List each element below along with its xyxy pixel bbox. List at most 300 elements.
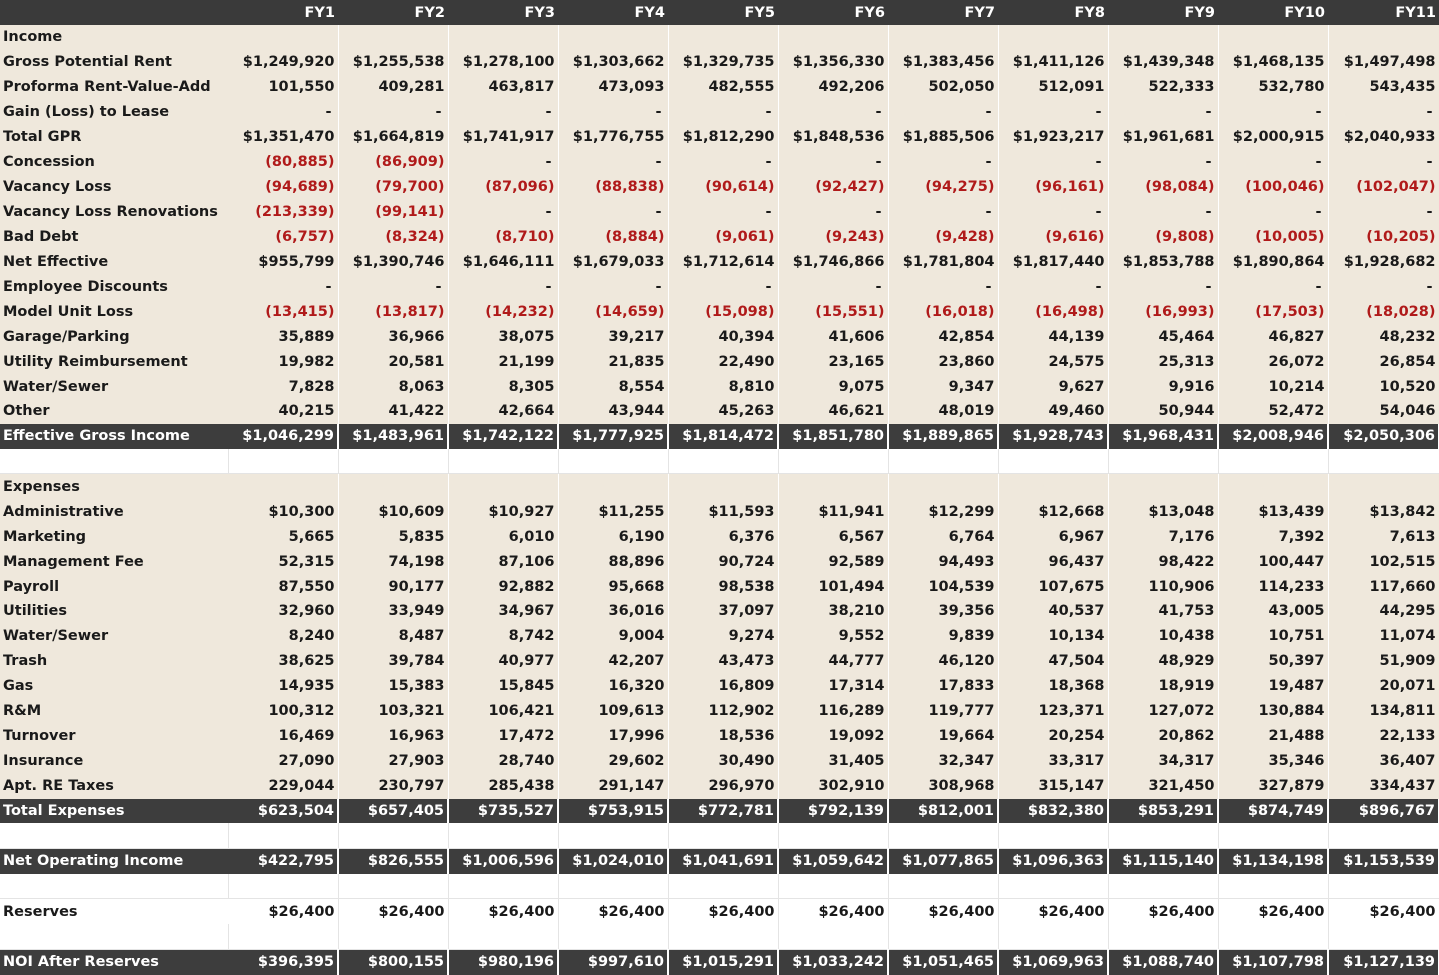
value-cell[interactable]: $1,781,804: [888, 249, 998, 274]
value-cell[interactable]: (92,427): [778, 175, 888, 200]
value-cell[interactable]: $1,134,198: [1218, 848, 1328, 873]
value-cell[interactable]: -: [448, 100, 558, 125]
empty-cell[interactable]: [998, 874, 1108, 899]
value-cell[interactable]: 36,407: [1328, 749, 1439, 774]
value-cell[interactable]: 30,490: [668, 749, 778, 774]
value-cell[interactable]: $1,468,135: [1218, 50, 1328, 75]
value-cell[interactable]: 229,044: [228, 774, 338, 799]
value-cell[interactable]: 10,134: [998, 624, 1108, 649]
value-cell[interactable]: $1,041,691: [668, 848, 778, 873]
value-cell[interactable]: 20,254: [998, 724, 1108, 749]
value-cell[interactable]: 28,740: [448, 749, 558, 774]
value-cell[interactable]: 20,581: [338, 349, 448, 374]
value-cell[interactable]: $657,405: [338, 799, 448, 824]
value-cell[interactable]: $2,050,306: [1328, 424, 1439, 449]
value-cell[interactable]: $26,400: [228, 899, 338, 924]
value-cell[interactable]: [1108, 25, 1218, 50]
value-cell[interactable]: $1,741,917: [448, 125, 558, 150]
value-cell[interactable]: 104,539: [888, 574, 998, 599]
value-cell[interactable]: $13,439: [1218, 499, 1328, 524]
value-cell[interactable]: [778, 474, 888, 499]
value-cell[interactable]: 106,421: [448, 699, 558, 724]
empty-cell[interactable]: [668, 924, 778, 949]
value-cell[interactable]: 107,675: [998, 574, 1108, 599]
value-cell[interactable]: $1,255,538: [338, 50, 448, 75]
value-cell[interactable]: (10,205): [1328, 224, 1439, 249]
row-label[interactable]: Insurance: [0, 749, 228, 774]
value-cell[interactable]: $772,781: [668, 799, 778, 824]
value-cell[interactable]: 308,968: [888, 774, 998, 799]
value-cell[interactable]: $422,795: [228, 848, 338, 873]
value-cell[interactable]: $396,395: [228, 949, 338, 975]
value-cell[interactable]: 6,376: [668, 524, 778, 549]
value-cell[interactable]: -: [338, 100, 448, 125]
value-cell[interactable]: -: [888, 274, 998, 299]
value-cell[interactable]: $1,390,746: [338, 249, 448, 274]
value-cell[interactable]: 33,317: [998, 749, 1108, 774]
value-cell[interactable]: 94,493: [888, 549, 998, 574]
value-cell[interactable]: $26,400: [448, 899, 558, 924]
empty-cell[interactable]: [448, 449, 558, 474]
value-cell[interactable]: 87,106: [448, 549, 558, 574]
row-label[interactable]: Vacancy Loss: [0, 175, 228, 200]
value-cell[interactable]: -: [888, 150, 998, 175]
value-cell[interactable]: 117,660: [1328, 574, 1439, 599]
value-cell[interactable]: -: [888, 200, 998, 225]
value-cell[interactable]: $1,249,920: [228, 50, 338, 75]
row-label[interactable]: Administrative: [0, 499, 228, 524]
empty-cell[interactable]: [558, 874, 668, 899]
value-cell[interactable]: 8,554: [558, 374, 668, 399]
year-header-fy11[interactable]: FY11: [1328, 0, 1439, 25]
value-cell[interactable]: [778, 25, 888, 50]
value-cell[interactable]: $753,915: [558, 799, 668, 824]
empty-cell[interactable]: [228, 449, 338, 474]
row-label[interactable]: Utility Reimbursement: [0, 349, 228, 374]
value-cell[interactable]: 47,504: [998, 649, 1108, 674]
value-cell[interactable]: $1,059,642: [778, 848, 888, 873]
year-header-fy9[interactable]: FY9: [1108, 0, 1218, 25]
value-cell[interactable]: $1,885,506: [888, 125, 998, 150]
value-cell[interactable]: -: [998, 200, 1108, 225]
value-cell[interactable]: 17,996: [558, 724, 668, 749]
value-cell[interactable]: 8,810: [668, 374, 778, 399]
value-cell[interactable]: (16,993): [1108, 299, 1218, 324]
row-label[interactable]: Garage/Parking: [0, 324, 228, 349]
value-cell[interactable]: 42,854: [888, 324, 998, 349]
empty-cell[interactable]: [0, 924, 228, 949]
value-cell[interactable]: 6,567: [778, 524, 888, 549]
value-cell[interactable]: -: [448, 200, 558, 225]
value-cell[interactable]: 32,960: [228, 599, 338, 624]
value-cell[interactable]: 10,751: [1218, 624, 1328, 649]
value-cell[interactable]: 9,916: [1108, 374, 1218, 399]
value-cell[interactable]: 90,177: [338, 574, 448, 599]
value-cell[interactable]: 16,320: [558, 674, 668, 699]
value-cell[interactable]: 23,165: [778, 349, 888, 374]
value-cell[interactable]: (9,061): [668, 224, 778, 249]
value-cell[interactable]: [998, 25, 1108, 50]
value-cell[interactable]: (16,018): [888, 299, 998, 324]
value-cell[interactable]: 22,490: [668, 349, 778, 374]
value-cell[interactable]: (87,096): [448, 175, 558, 200]
value-cell[interactable]: $1,383,456: [888, 50, 998, 75]
value-cell[interactable]: 20,862: [1108, 724, 1218, 749]
empty-cell[interactable]: [338, 874, 448, 899]
value-cell[interactable]: $10,927: [448, 499, 558, 524]
value-cell[interactable]: $1,077,865: [888, 848, 998, 873]
value-cell[interactable]: $1,278,100: [448, 50, 558, 75]
value-cell[interactable]: 52,472: [1218, 399, 1328, 424]
empty-cell[interactable]: [448, 823, 558, 848]
value-cell[interactable]: 9,347: [888, 374, 998, 399]
value-cell[interactable]: 35,889: [228, 324, 338, 349]
value-cell[interactable]: $13,842: [1328, 499, 1439, 524]
value-cell[interactable]: 10,520: [1328, 374, 1439, 399]
row-label[interactable]: Gas: [0, 674, 228, 699]
value-cell[interactable]: 38,075: [448, 324, 558, 349]
value-cell[interactable]: $800,155: [338, 949, 448, 975]
value-cell[interactable]: $735,527: [448, 799, 558, 824]
value-cell[interactable]: (80,885): [228, 150, 338, 175]
value-cell[interactable]: 10,438: [1108, 624, 1218, 649]
value-cell[interactable]: 98,538: [668, 574, 778, 599]
value-cell[interactable]: $623,504: [228, 799, 338, 824]
value-cell[interactable]: 27,903: [338, 749, 448, 774]
row-label[interactable]: Gross Potential Rent: [0, 50, 228, 75]
value-cell[interactable]: $997,610: [558, 949, 668, 975]
value-cell[interactable]: 26,854: [1328, 349, 1439, 374]
value-cell[interactable]: (102,047): [1328, 175, 1439, 200]
value-cell[interactable]: 88,896: [558, 549, 668, 574]
value-cell[interactable]: 40,394: [668, 324, 778, 349]
row-label[interactable]: Payroll: [0, 574, 228, 599]
year-header-fy3[interactable]: FY3: [448, 0, 558, 25]
value-cell[interactable]: $1,351,470: [228, 125, 338, 150]
value-cell[interactable]: $896,767: [1328, 799, 1439, 824]
value-cell[interactable]: -: [228, 274, 338, 299]
empty-cell[interactable]: [998, 449, 1108, 474]
value-cell[interactable]: [888, 474, 998, 499]
value-cell[interactable]: 134,811: [1328, 699, 1439, 724]
value-cell[interactable]: -: [448, 274, 558, 299]
value-cell[interactable]: (10,005): [1218, 224, 1328, 249]
empty-cell[interactable]: [0, 449, 228, 474]
empty-cell[interactable]: [1218, 449, 1328, 474]
value-cell[interactable]: $1,033,242: [778, 949, 888, 975]
value-cell[interactable]: 321,450: [1108, 774, 1218, 799]
value-cell[interactable]: 16,963: [338, 724, 448, 749]
value-cell[interactable]: $2,000,915: [1218, 125, 1328, 150]
value-cell[interactable]: 20,071: [1328, 674, 1439, 699]
row-label[interactable]: Income: [0, 25, 228, 50]
value-cell[interactable]: $832,380: [998, 799, 1108, 824]
row-label[interactable]: Proforma Rent-Value-Add: [0, 75, 228, 100]
value-cell[interactable]: $792,139: [778, 799, 888, 824]
value-cell[interactable]: $1,096,363: [998, 848, 1108, 873]
value-cell[interactable]: 101,494: [778, 574, 888, 599]
value-cell[interactable]: 502,050: [888, 75, 998, 100]
value-cell[interactable]: 40,977: [448, 649, 558, 674]
value-cell[interactable]: $1,088,740: [1108, 949, 1218, 975]
value-cell[interactable]: $12,668: [998, 499, 1108, 524]
row-label[interactable]: Model Unit Loss: [0, 299, 228, 324]
row-label[interactable]: Net Effective: [0, 249, 228, 274]
value-cell[interactable]: $955,799: [228, 249, 338, 274]
value-cell[interactable]: 7,828: [228, 374, 338, 399]
value-cell[interactable]: 315,147: [998, 774, 1108, 799]
value-cell[interactable]: $1,127,139: [1328, 949, 1439, 975]
empty-cell[interactable]: [888, 449, 998, 474]
value-cell[interactable]: 45,263: [668, 399, 778, 424]
value-cell[interactable]: 296,970: [668, 774, 778, 799]
year-header-fy2[interactable]: FY2: [338, 0, 448, 25]
value-cell[interactable]: 9,274: [668, 624, 778, 649]
row-label[interactable]: Apt. RE Taxes: [0, 774, 228, 799]
value-cell[interactable]: [1328, 25, 1439, 50]
value-cell[interactable]: -: [1328, 200, 1439, 225]
year-header-fy10[interactable]: FY10: [1218, 0, 1328, 25]
value-cell[interactable]: (6,757): [228, 224, 338, 249]
value-cell[interactable]: 48,232: [1328, 324, 1439, 349]
value-cell[interactable]: 119,777: [888, 699, 998, 724]
value-cell[interactable]: 39,356: [888, 599, 998, 624]
value-cell[interactable]: 6,190: [558, 524, 668, 549]
value-cell[interactable]: 48,019: [888, 399, 998, 424]
value-cell[interactable]: $1,817,440: [998, 249, 1108, 274]
value-cell[interactable]: 40,215: [228, 399, 338, 424]
value-cell[interactable]: [338, 474, 448, 499]
value-cell[interactable]: [558, 474, 668, 499]
value-cell[interactable]: $2,040,933: [1328, 125, 1439, 150]
empty-cell[interactable]: [668, 823, 778, 848]
value-cell[interactable]: $26,400: [668, 899, 778, 924]
value-cell[interactable]: -: [1328, 274, 1439, 299]
value-cell[interactable]: 532,780: [1218, 75, 1328, 100]
value-cell[interactable]: -: [998, 274, 1108, 299]
value-cell[interactable]: 230,797: [338, 774, 448, 799]
value-cell[interactable]: 18,919: [1108, 674, 1218, 699]
value-cell[interactable]: [998, 474, 1108, 499]
value-cell[interactable]: $1,777,925: [558, 424, 668, 449]
value-cell[interactable]: [888, 25, 998, 50]
value-cell[interactable]: 409,281: [338, 75, 448, 100]
value-cell[interactable]: 52,315: [228, 549, 338, 574]
value-cell[interactable]: (15,551): [778, 299, 888, 324]
value-cell[interactable]: 44,139: [998, 324, 1108, 349]
value-cell[interactable]: 46,827: [1218, 324, 1328, 349]
empty-cell[interactable]: [338, 449, 448, 474]
value-cell[interactable]: 302,910: [778, 774, 888, 799]
value-cell[interactable]: $1,848,536: [778, 125, 888, 150]
row-label[interactable]: Effective Gross Income: [0, 424, 228, 449]
value-cell[interactable]: -: [228, 100, 338, 125]
value-cell[interactable]: (8,324): [338, 224, 448, 249]
value-cell[interactable]: (100,046): [1218, 175, 1328, 200]
value-cell[interactable]: (9,616): [998, 224, 1108, 249]
value-cell[interactable]: -: [778, 274, 888, 299]
value-cell[interactable]: (8,710): [448, 224, 558, 249]
value-cell[interactable]: 334,437: [1328, 774, 1439, 799]
value-cell[interactable]: 18,536: [668, 724, 778, 749]
value-cell[interactable]: 17,314: [778, 674, 888, 699]
value-cell[interactable]: 5,835: [338, 524, 448, 549]
row-label[interactable]: Total Expenses: [0, 799, 228, 824]
value-cell[interactable]: -: [888, 100, 998, 125]
value-cell[interactable]: 522,333: [1108, 75, 1218, 100]
row-label[interactable]: Water/Sewer: [0, 624, 228, 649]
value-cell[interactable]: 38,625: [228, 649, 338, 674]
value-cell[interactable]: 17,472: [448, 724, 558, 749]
value-cell[interactable]: 25,313: [1108, 349, 1218, 374]
value-cell[interactable]: 42,664: [448, 399, 558, 424]
empty-cell[interactable]: [1328, 924, 1439, 949]
value-cell[interactable]: $1,814,472: [668, 424, 778, 449]
empty-cell[interactable]: [1328, 823, 1439, 848]
value-cell[interactable]: $1,851,780: [778, 424, 888, 449]
value-cell[interactable]: -: [1108, 150, 1218, 175]
value-cell[interactable]: $1,890,864: [1218, 249, 1328, 274]
value-cell[interactable]: 463,817: [448, 75, 558, 100]
value-cell[interactable]: $11,255: [558, 499, 668, 524]
value-cell[interactable]: 492,206: [778, 75, 888, 100]
value-cell[interactable]: $1,411,126: [998, 50, 1108, 75]
value-cell[interactable]: (9,428): [888, 224, 998, 249]
value-cell[interactable]: [558, 25, 668, 50]
value-cell[interactable]: -: [1218, 100, 1328, 125]
value-cell[interactable]: -: [998, 150, 1108, 175]
row-label[interactable]: R&M: [0, 699, 228, 724]
value-cell[interactable]: 16,809: [668, 674, 778, 699]
value-cell[interactable]: $12,299: [888, 499, 998, 524]
value-cell[interactable]: 92,882: [448, 574, 558, 599]
value-cell[interactable]: $26,400: [1108, 899, 1218, 924]
value-cell[interactable]: (15,098): [668, 299, 778, 324]
value-cell[interactable]: 54,046: [1328, 399, 1439, 424]
value-cell[interactable]: (79,700): [338, 175, 448, 200]
row-label[interactable]: Expenses: [0, 474, 228, 499]
empty-cell[interactable]: [448, 924, 558, 949]
value-cell[interactable]: (94,689): [228, 175, 338, 200]
value-cell[interactable]: 43,473: [668, 649, 778, 674]
value-cell[interactable]: 130,884: [1218, 699, 1328, 724]
value-cell[interactable]: 116,289: [778, 699, 888, 724]
value-cell[interactable]: $1,439,348: [1108, 50, 1218, 75]
row-label[interactable]: Net Operating Income: [0, 848, 228, 873]
value-cell[interactable]: [338, 25, 448, 50]
value-cell[interactable]: 96,437: [998, 549, 1108, 574]
value-cell[interactable]: 8,305: [448, 374, 558, 399]
value-cell[interactable]: -: [558, 150, 668, 175]
empty-cell[interactable]: [778, 924, 888, 949]
value-cell[interactable]: (86,909): [338, 150, 448, 175]
value-cell[interactable]: 512,091: [998, 75, 1108, 100]
empty-cell[interactable]: [1108, 823, 1218, 848]
row-label[interactable]: Turnover: [0, 724, 228, 749]
value-cell[interactable]: [1218, 25, 1328, 50]
value-cell[interactable]: 11,074: [1328, 624, 1439, 649]
value-cell[interactable]: (98,084): [1108, 175, 1218, 200]
value-cell[interactable]: 98,422: [1108, 549, 1218, 574]
value-cell[interactable]: 9,552: [778, 624, 888, 649]
value-cell[interactable]: $1,356,330: [778, 50, 888, 75]
value-cell[interactable]: -: [1328, 150, 1439, 175]
value-cell[interactable]: $1,107,798: [1218, 949, 1328, 975]
empty-cell[interactable]: [668, 449, 778, 474]
value-cell[interactable]: 7,392: [1218, 524, 1328, 549]
row-label[interactable]: Vacancy Loss Renovations: [0, 200, 228, 225]
value-cell[interactable]: 36,966: [338, 324, 448, 349]
value-cell[interactable]: -: [558, 274, 668, 299]
empty-cell[interactable]: [778, 823, 888, 848]
value-cell[interactable]: 7,176: [1108, 524, 1218, 549]
value-cell[interactable]: 44,295: [1328, 599, 1439, 624]
value-cell[interactable]: -: [778, 100, 888, 125]
value-cell[interactable]: 285,438: [448, 774, 558, 799]
value-cell[interactable]: $26,400: [998, 899, 1108, 924]
value-cell[interactable]: 43,005: [1218, 599, 1328, 624]
value-cell[interactable]: 473,093: [558, 75, 668, 100]
value-cell[interactable]: $11,593: [668, 499, 778, 524]
value-cell[interactable]: [1108, 474, 1218, 499]
value-cell[interactable]: (90,614): [668, 175, 778, 200]
value-cell[interactable]: 50,397: [1218, 649, 1328, 674]
value-cell[interactable]: 112,902: [668, 699, 778, 724]
empty-cell[interactable]: [228, 823, 338, 848]
empty-cell[interactable]: [338, 924, 448, 949]
value-cell[interactable]: -: [1218, 150, 1328, 175]
empty-cell[interactable]: [778, 449, 888, 474]
row-label[interactable]: Marketing: [0, 524, 228, 549]
row-label[interactable]: Concession: [0, 150, 228, 175]
value-cell[interactable]: $1,812,290: [668, 125, 778, 150]
value-cell[interactable]: $1,923,217: [998, 125, 1108, 150]
value-cell[interactable]: 19,982: [228, 349, 338, 374]
row-label[interactable]: Utilities: [0, 599, 228, 624]
value-cell[interactable]: 41,606: [778, 324, 888, 349]
value-cell[interactable]: 103,321: [338, 699, 448, 724]
value-cell[interactable]: 50,944: [1108, 399, 1218, 424]
value-cell[interactable]: 51,909: [1328, 649, 1439, 674]
value-cell[interactable]: -: [668, 150, 778, 175]
value-cell[interactable]: 39,784: [338, 649, 448, 674]
value-cell[interactable]: 92,589: [778, 549, 888, 574]
value-cell[interactable]: 42,207: [558, 649, 668, 674]
year-header-fy7[interactable]: FY7: [888, 0, 998, 25]
value-cell[interactable]: $10,609: [338, 499, 448, 524]
value-cell[interactable]: 291,147: [558, 774, 668, 799]
value-cell[interactable]: 10,214: [1218, 374, 1328, 399]
value-cell[interactable]: 44,777: [778, 649, 888, 674]
value-cell[interactable]: 19,092: [778, 724, 888, 749]
value-cell[interactable]: $1,776,755: [558, 125, 668, 150]
empty-cell[interactable]: [888, 874, 998, 899]
value-cell[interactable]: (9,243): [778, 224, 888, 249]
year-header-fy6[interactable]: FY6: [778, 0, 888, 25]
value-cell[interactable]: 127,072: [1108, 699, 1218, 724]
value-cell[interactable]: -: [1108, 200, 1218, 225]
value-cell[interactable]: 21,835: [558, 349, 668, 374]
value-cell[interactable]: $26,400: [1218, 899, 1328, 924]
value-cell[interactable]: (14,232): [448, 299, 558, 324]
value-cell[interactable]: 9,839: [888, 624, 998, 649]
value-cell[interactable]: 18,368: [998, 674, 1108, 699]
value-cell[interactable]: 37,097: [668, 599, 778, 624]
value-cell[interactable]: $26,400: [338, 899, 448, 924]
value-cell[interactable]: $853,291: [1108, 799, 1218, 824]
value-cell[interactable]: 31,405: [778, 749, 888, 774]
value-cell[interactable]: (18,028): [1328, 299, 1439, 324]
